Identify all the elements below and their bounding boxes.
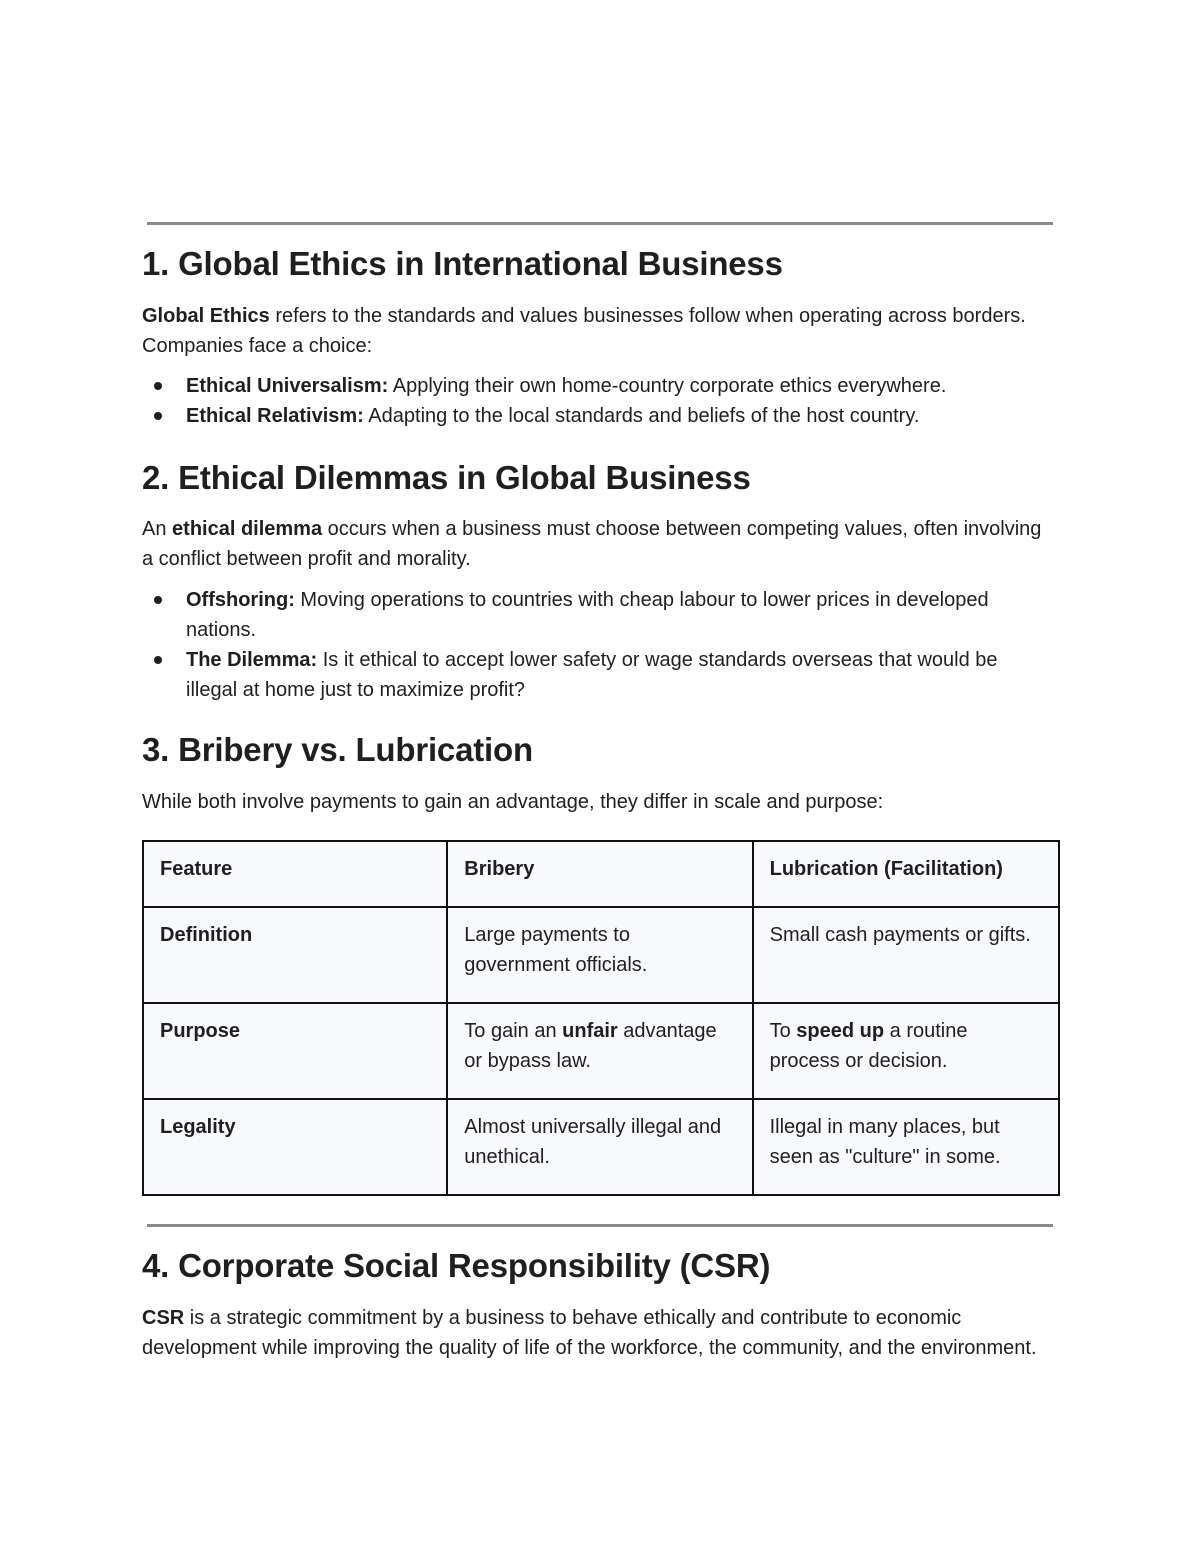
- list-item: Ethical Universalism: Applying their own home-country corporate ethics everywhere.: [142, 371, 1054, 401]
- bullet-icon: [154, 382, 162, 390]
- table-row: [143, 1099, 1059, 1195]
- section-3-heading: 3. Bribery vs. Lubrication: [142, 731, 533, 768]
- section-4-heading: 4. Corporate Social Responsibility (CSR): [142, 1247, 771, 1284]
- table-cell-feature: Purpose: [143, 1003, 447, 1099]
- table-cell-lubrication: To speed up a routine process or decision.: [753, 1003, 1059, 1099]
- horizontal-rule: [147, 222, 1053, 225]
- table-header-cell: Feature: [143, 841, 447, 907]
- section-1-heading: 1. Global Ethics in International Business: [142, 245, 783, 282]
- section-3-intro: While both involve payments to gain an advantage, they differ in scale and purpose:: [142, 791, 884, 813]
- list-item: Offshoring: Moving operations to countries with cheap labour to lower prices in developed nations.: [142, 585, 1054, 645]
- section-1-bullet-list: [142, 371, 1054, 431]
- bullet-icon: [154, 656, 162, 664]
- comparison-table: [142, 840, 1060, 1196]
- bullet-icon: [154, 596, 162, 604]
- list-item: The Dilemma: Is it ethical to accept lower safety or wage standards overseas that would be illegal at home just to maximize profit?: [142, 645, 1054, 705]
- table-row: [143, 1003, 1059, 1099]
- term-global-ethics: Global Ethics: [142, 305, 270, 327]
- section-2-heading: 2. Ethical Dilemmas in Global Business: [142, 459, 751, 496]
- table-cell-bribery: Almost universally illegal and unethical.: [447, 1099, 752, 1195]
- section-4-intro: CSR is a strategic commitment by a business to behave ethically and contribute to economic development while improving the quality of life of the workforce, the community, and the environment.: [142, 1307, 1037, 1359]
- table-cell-lubrication: Illegal in many places, but seen as "culture" in some.: [753, 1099, 1059, 1195]
- term-csr: CSR: [142, 1307, 185, 1329]
- horizontal-rule: [147, 1224, 1053, 1227]
- table-cell-feature: Legality: [143, 1099, 447, 1195]
- table-header-cell: Bribery: [447, 841, 752, 907]
- table-cell-bribery: To gain an unfair advantage or bypass law.: [447, 1003, 752, 1099]
- bullet-icon: [154, 412, 162, 420]
- table-cell-feature: Definition: [143, 907, 447, 1003]
- section-2-intro: An ethical dilemma occurs when a business must choose between competing values, often involving a conflict between profit and morality.: [142, 518, 1042, 570]
- table-row: [143, 907, 1059, 1003]
- list-item: Ethical Relativism: Adapting to the local standards and beliefs of the host country.: [142, 401, 1054, 431]
- table-cell-bribery: Large payments to government officials.: [447, 907, 752, 1003]
- section-1-intro: Global Ethics refers to the standards and values businesses follow when operating across borders. Companies face a choice:: [142, 305, 1026, 357]
- table-cell-lubrication: Small cash payments or gifts.: [753, 907, 1059, 1003]
- table-header-row: [143, 841, 1059, 907]
- term-ethical-dilemma: ethical dilemma: [172, 518, 323, 540]
- table-header-cell: Lubrication (Facilitation): [753, 841, 1059, 907]
- section-2-bullet-list: [142, 585, 1054, 705]
